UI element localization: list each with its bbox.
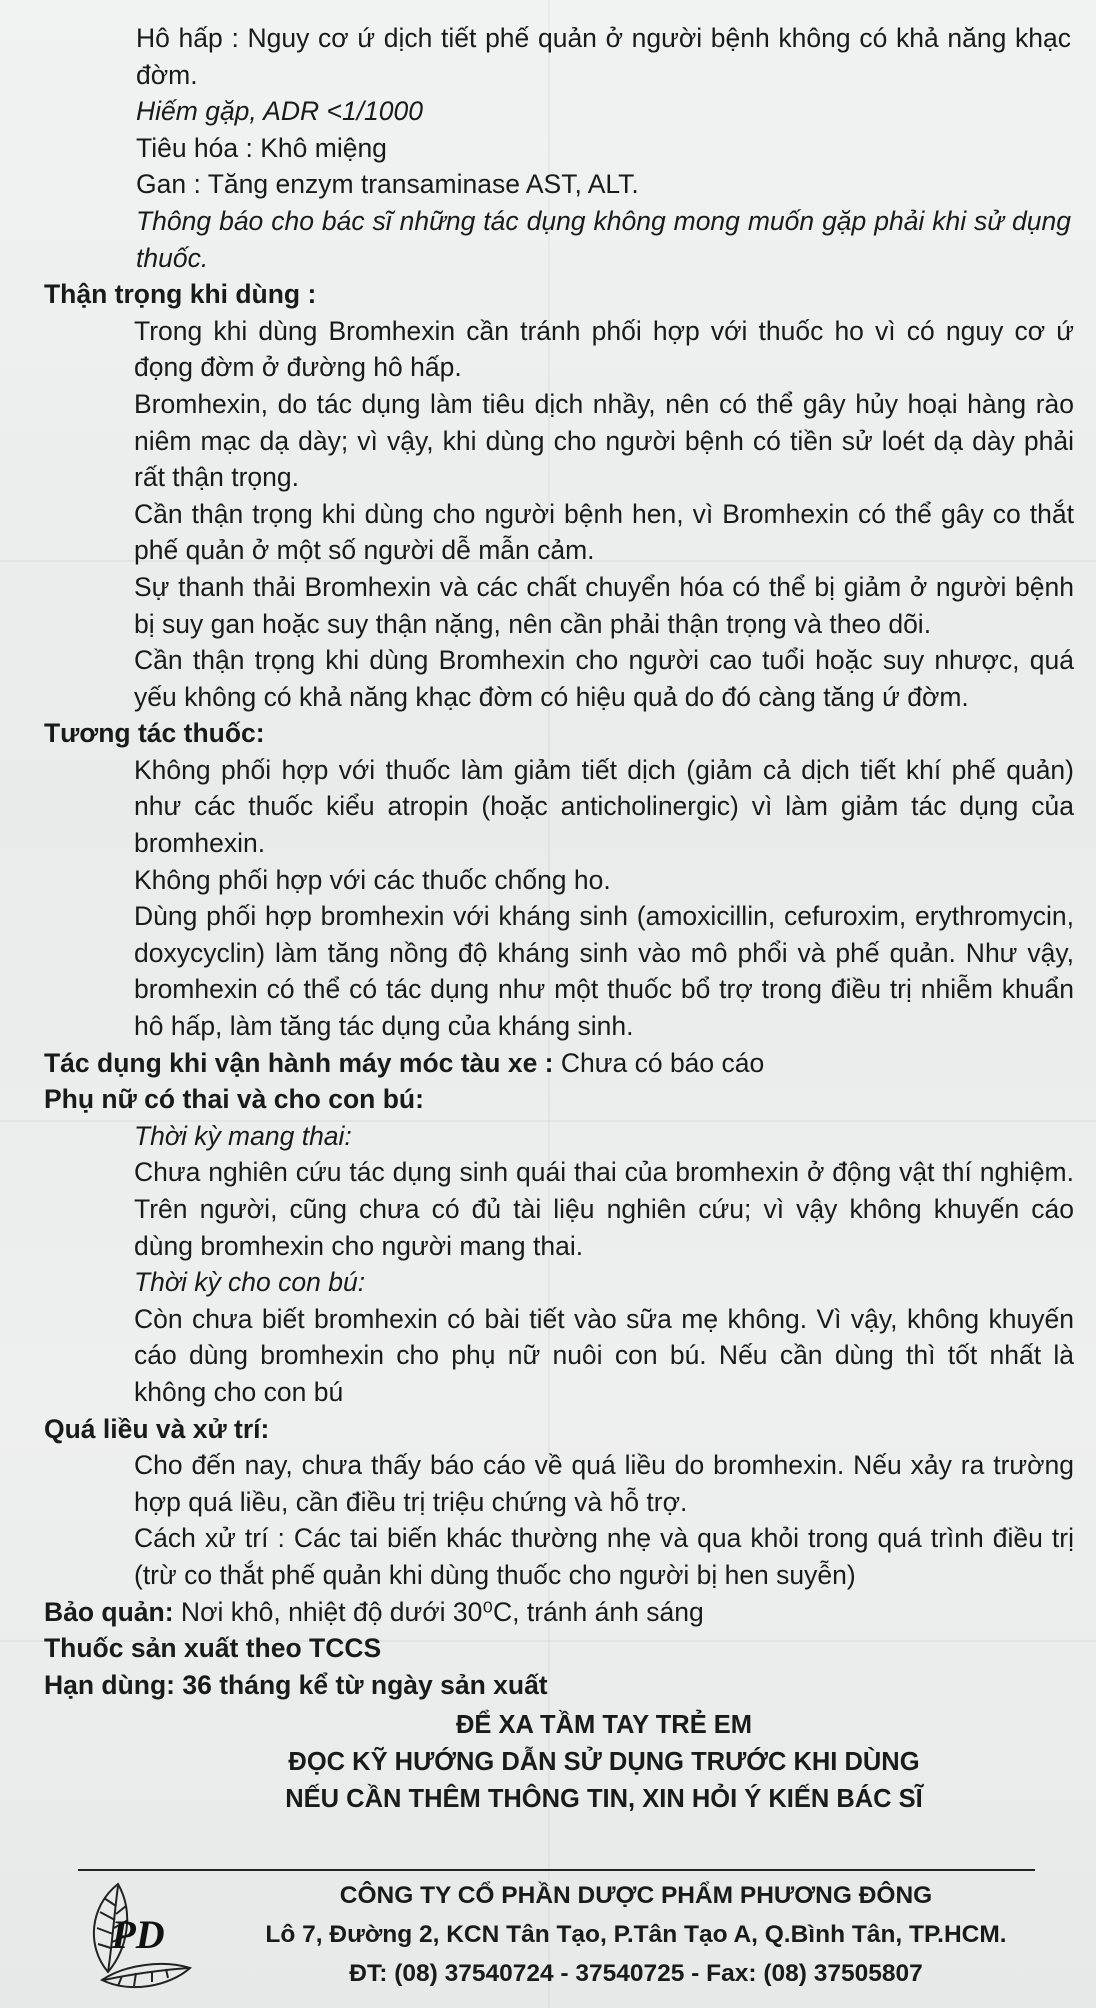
company-footer (246, 1876, 1026, 1993)
expiry-line: Hạn dùng: 36 tháng kể từ ngày sản xuất (44, 1669, 548, 1700)
overdose-p1: Cho đến nay, chưa thấy báo cáo về quá liều do bromhexin. Nếu xảy ra trường hợp quá liều, cần điều trị triệu chứng và hỗ trợ. (134, 1450, 1074, 1517)
rare-label: Hiếm gặp, ADR <1/1000 (136, 96, 423, 127)
interaction-p3: Dùng phối hợp bromhexin với kháng sinh (amoxicillin, cefuroxim, erythromycin, doxycyclin) làm tăng nồng độ kháng sinh vào mô phổi và phế quản. Như vậy, bromhexin có thể có tác dụng như một thuốc bổ trợ trong điều trị nhiễm khuẩn hô hấp, làm tăng tác dụng của kháng sinh. (134, 901, 1074, 1042)
warnings-block (164, 1707, 1044, 1817)
machinery-line (44, 1045, 1074, 1082)
company-name: CÔNG TY CỔ PHẦN DƯỢC PHẨM PHƯƠNG ĐÔNG (339, 1882, 933, 1909)
report-notice: Thông báo cho bác sĩ những tác dụng không mong muốn gặp phải khi sử dụng thuốc. (136, 205, 1071, 273)
logo-letters: PD (111, 1912, 165, 1957)
pregnancy-section (134, 1118, 1074, 1411)
leaflet-text (44, 20, 1074, 1817)
standard-line: Thuốc sản xuất theo TCCS (44, 1633, 382, 1664)
machinery-text: Chưa có báo cáo (553, 1047, 765, 1078)
overdose-heading: Quá liều và xử trí: (44, 1413, 270, 1444)
pregnancy-p1: Chưa nghiên cứu tác dụng sinh quái thai của bromhexin ở động vật thí nghiệm. Trên người, cũng chưa có đủ tài liệu nghiên cứu; vì vậy không khuyến cáo dùng bromhexin cho người mang thai. (134, 1157, 1074, 1261)
interaction-p2: Không phối hợp với các thuốc chống ho. (134, 864, 611, 895)
warning-ask-doctor: NẾU CẦN THÊM THÔNG TIN, XIN HỎI Ý KIẾN BÁC SĨ (285, 1784, 923, 1813)
storage-line (44, 1594, 1074, 1631)
divider-line (78, 1869, 1035, 1871)
company-phone: ĐT: (08) 37540724 - 37540725 - Fax: (08) 37505807 (349, 1960, 923, 1987)
caution-p5: Cần thận trọng khi dùng Bromhexin cho người cao tuổi hoặc suy nhược, quá yếu không có khả năng khạc đờm có hiệu quả do đó càng tăng ứ đờm. (134, 645, 1074, 712)
overdose-section (134, 1447, 1074, 1593)
company-address: Lô 7, Đường 2, KCN Tân Tạo, P.Tân Tạo A, Q.Bình Tân, TP.HCM. (265, 1921, 1007, 1948)
storage-heading: Bảo quản: (44, 1596, 174, 1627)
pregnancy-subheading: Thời kỳ mang thai: (134, 1120, 352, 1151)
caution-p3: Cần thận trọng khi dùng cho người bệnh hen, vì Bromhexin có thể gây co thắt phế quản ở một số người dễ mẫn cảm. (134, 498, 1074, 566)
leaf-logo-icon (78, 1876, 198, 1996)
overdose-p2: Cách xử trí : Các tai biến khác thường nhẹ và qua khỏi trong quá trình điều trị (trừ co thắt phế quản khi dùng thuốc cho người bị hen suyễn) (134, 1523, 1074, 1590)
digestive-effect: Tiêu hóa : Khô miệng (136, 132, 387, 163)
interaction-section (134, 752, 1074, 1045)
storage-text: Nơi khô, nhiệt độ dưới 30⁰C, tránh ánh sáng (173, 1596, 704, 1627)
warning-children: ĐỂ XA TẦM TAY TRẺ EM (455, 1711, 753, 1740)
machinery-heading: Tác dụng khi vận hành máy móc tàu xe : (44, 1047, 554, 1078)
caution-heading: Thận trọng khi dùng : (44, 279, 317, 310)
lactation-p1: Còn chưa biết bromhexin có bài tiết vào sữa mẹ không. Vì vậy, không khuyến cáo dùng bromhexin cho phụ nữ nuôi con bú. Nếu cần dùng thì tốt nhất là không cho con bú (134, 1303, 1074, 1407)
warning-read-instructions: ĐỌC KỸ HƯỚNG DẪN SỬ DỤNG TRƯỚC KHI DÙNG (288, 1747, 920, 1776)
caution-p4: Sự thanh thải Bromhexin và các chất chuyển hóa có thể bị giảm ở người bệnh bị suy gan hoặc suy thận nặng, nên cần phải thận trọng và theo dõi. (134, 571, 1074, 639)
caution-p1: Trong khi dùng Bromhexin cần tránh phối hợp với thuốc ho vì có nguy cơ ứ đọng đờm ở đường hô hấp. (134, 315, 1074, 383)
interaction-heading: Tương tác thuốc: (44, 718, 265, 749)
lactation-subheading: Thời kỳ cho con bú: (134, 1267, 366, 1298)
company-logo (78, 1876, 198, 1996)
pregnancy-heading: Phụ nữ có thai và cho con bú: (44, 1084, 424, 1115)
liver-effect: Gan : Tăng enzym transaminase AST, ALT. (136, 169, 639, 200)
side-effects-tail (136, 20, 1071, 276)
interaction-p1: Không phối hợp với thuốc làm giảm tiết dịch (giảm cả dịch tiết khí phế quản) như các thuốc kiểu atropin (hoặc anticholinergic) vì làm giảm tác dụng của bromhexin. (134, 754, 1074, 859)
respiratory-effect: Hô hấp : Nguy cơ ứ dịch tiết phế quản ở người bệnh không có khả năng khạc đờm. (136, 23, 1071, 90)
caution-section (134, 313, 1074, 716)
caution-p2: Bromhexin, do tác dụng làm tiêu dịch nhầy, nên có thể gây hủy hoại hàng rào niêm mạc dạ dày; vì vậy, khi dùng cho người bệnh có tiền sử loét dạ dày phải rất thận trọng. (134, 388, 1074, 493)
